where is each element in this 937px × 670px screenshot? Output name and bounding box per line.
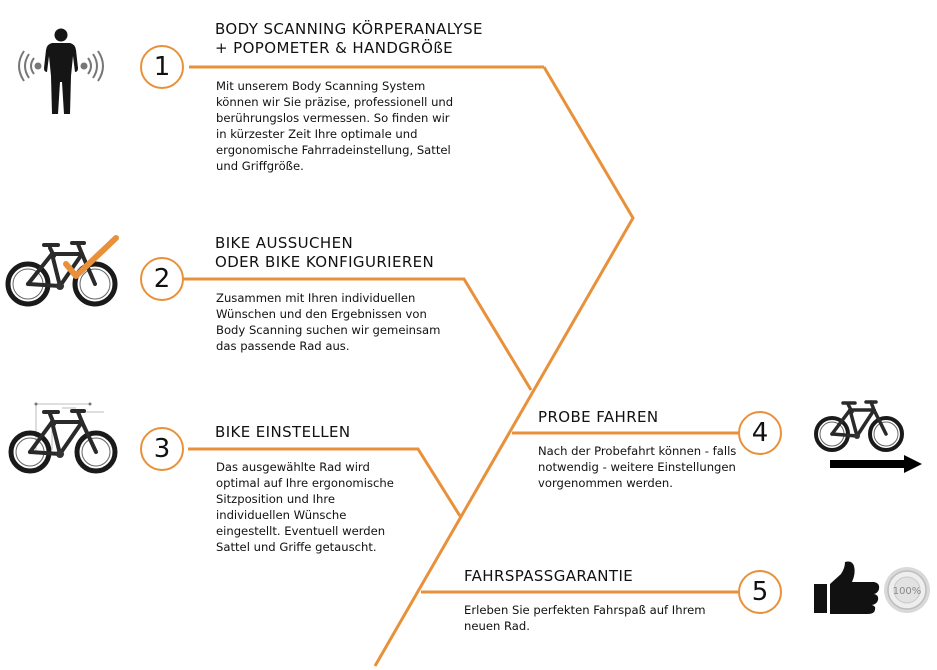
step-5-description: Erleben Sie perfekten Fahrspaß auf Ihrem neuen Rad. — [464, 603, 706, 633]
step-1-description: Mit unserem Body Scanning System können wir Sie präzise, professionell und berührungslos vermessen. So finden wir in kürzester Zeit Ihre optimale und ergonomische Fahrradeinstellung, Sattel und Griffgröße. — [216, 79, 454, 173]
seal-100-icon — [883, 566, 931, 614]
thumbs-up-icon — [812, 560, 882, 616]
step-2-description: Zusammen mit Ihren individuellen Wünschen und den Ergebnissen von Body Scanning suchen wir gemeinsam das passende Rad aus. — [216, 291, 441, 353]
step-2-title-line1: BIKE AUSSUCHEN — [215, 234, 354, 252]
step-1-title-line1: BODY SCANNING KÖRPERANALYSE — [215, 20, 483, 38]
step-1-number: 1 — [140, 45, 184, 89]
body-scan-icon — [12, 26, 110, 118]
step-2-title — [215, 234, 434, 272]
step-5-title: FAHRSPASSGARANTIE — [464, 567, 634, 585]
bike-arrow-icon — [812, 400, 924, 476]
bike-check-icon — [4, 234, 122, 312]
step-4-title: PROBE FAHREN — [538, 408, 659, 426]
step-3-description: Das ausgewählte Rad wird optimal auf Ihre ergonomische Sitzposition und Ihre individuellen Wünsche eingestellt. Eventuell werden Sattel und Griffe getauscht. — [216, 460, 394, 554]
step-2-title-line2: ODER BIKE KONFIGURIEREN — [215, 253, 435, 271]
step-5-number: 5 — [738, 570, 782, 614]
bike-measure-icon — [6, 398, 122, 478]
step-4-description: Nach der Probefahrt können - falls notwendig - weitere Einstellungen vorgenommen werden. — [538, 444, 737, 490]
step-1-title-line2: + POPOMETER & HANDGRÖßE — [215, 39, 454, 57]
step-3-title: BIKE EINSTELLEN — [215, 423, 351, 441]
step-4-number: 4 — [738, 411, 782, 455]
step-1-title — [215, 20, 483, 58]
seal-text: 100% — [892, 586, 922, 597]
step-3-number: 3 — [140, 427, 184, 471]
step-2-number: 2 — [140, 257, 184, 301]
